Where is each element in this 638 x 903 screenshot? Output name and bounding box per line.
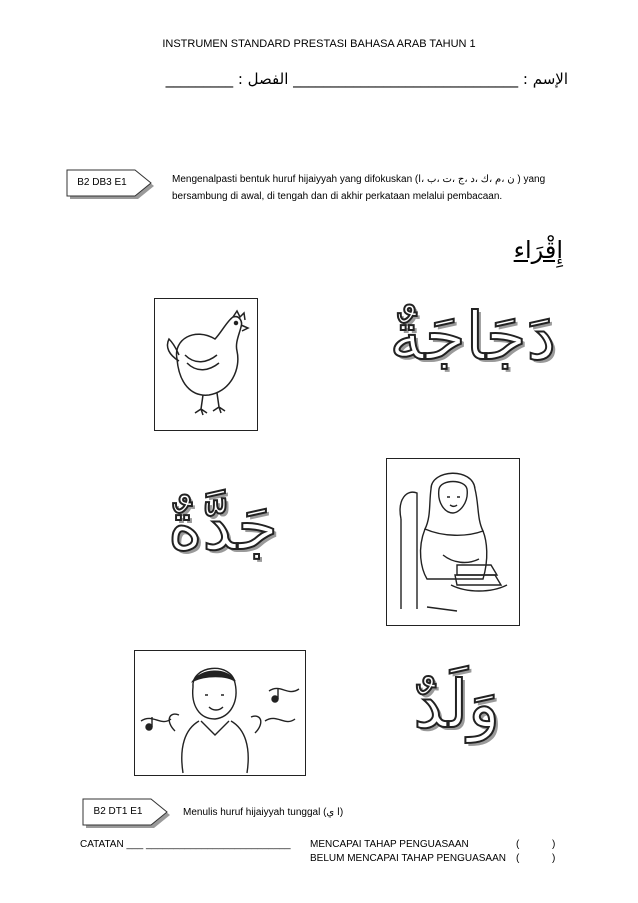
read-heading: إِقْرَاء bbox=[513, 236, 563, 264]
achieved-label: MENCAPAI TAHAP PENGUASAAN bbox=[310, 839, 469, 850]
standard-code-2: B2 DT1 E1 bbox=[93, 806, 143, 817]
standard-tag-2 bbox=[82, 798, 174, 826]
document-title: INSTRUMEN STANDARD PRESTASI BAHASA ARAB TAHUN 1 bbox=[162, 38, 476, 50]
word-dajajah: دَجَاجَةٌ bbox=[389, 298, 556, 375]
not-achieved-label: BELUM MENCAPAI TAHAP PENGUASAAN bbox=[310, 853, 506, 864]
word-jaddah: جَدَّةٌ bbox=[167, 488, 278, 565]
achieved-box-close: ) bbox=[552, 839, 556, 850]
objective-text-1 bbox=[172, 171, 572, 205]
achieved-box-open: ( bbox=[516, 839, 520, 850]
objective-text-2: Menulis huruf hijaiyyah tunggal (ا ي) bbox=[183, 807, 344, 818]
catatan-label: CATATAN bbox=[80, 839, 124, 850]
objective-line-1: Mengenalpasti bentuk huruf hijaiyyah yang difokuskan (ن ،م ،ك ،د ،ج ،ت ،ب ،ا ) yang bbox=[172, 174, 546, 185]
boy-picture bbox=[134, 650, 306, 776]
hen-picture bbox=[154, 298, 258, 431]
catatan-row bbox=[80, 839, 291, 850]
grandmother-icon bbox=[387, 459, 519, 625]
hen-icon bbox=[155, 299, 257, 430]
not-achieved-box-close: ) bbox=[552, 853, 556, 864]
word-walad: وَلَدٌ bbox=[413, 666, 500, 743]
boy-icon bbox=[135, 651, 305, 775]
standard-code-1: B2 DB3 E1 bbox=[77, 177, 127, 188]
objective-line-2: bersambung di awal, di tengah dan di akhir perkataan melalui pembacaan. bbox=[172, 191, 503, 202]
name-class-line: الإسم : ______________________________ الفصل : _________ bbox=[165, 70, 568, 88]
standard-tag-1 bbox=[66, 169, 158, 197]
grandmother-picture bbox=[386, 458, 520, 626]
catatan-blank: ___ __________________________ bbox=[126, 839, 291, 850]
not-achieved-box-open: ( bbox=[516, 853, 520, 864]
